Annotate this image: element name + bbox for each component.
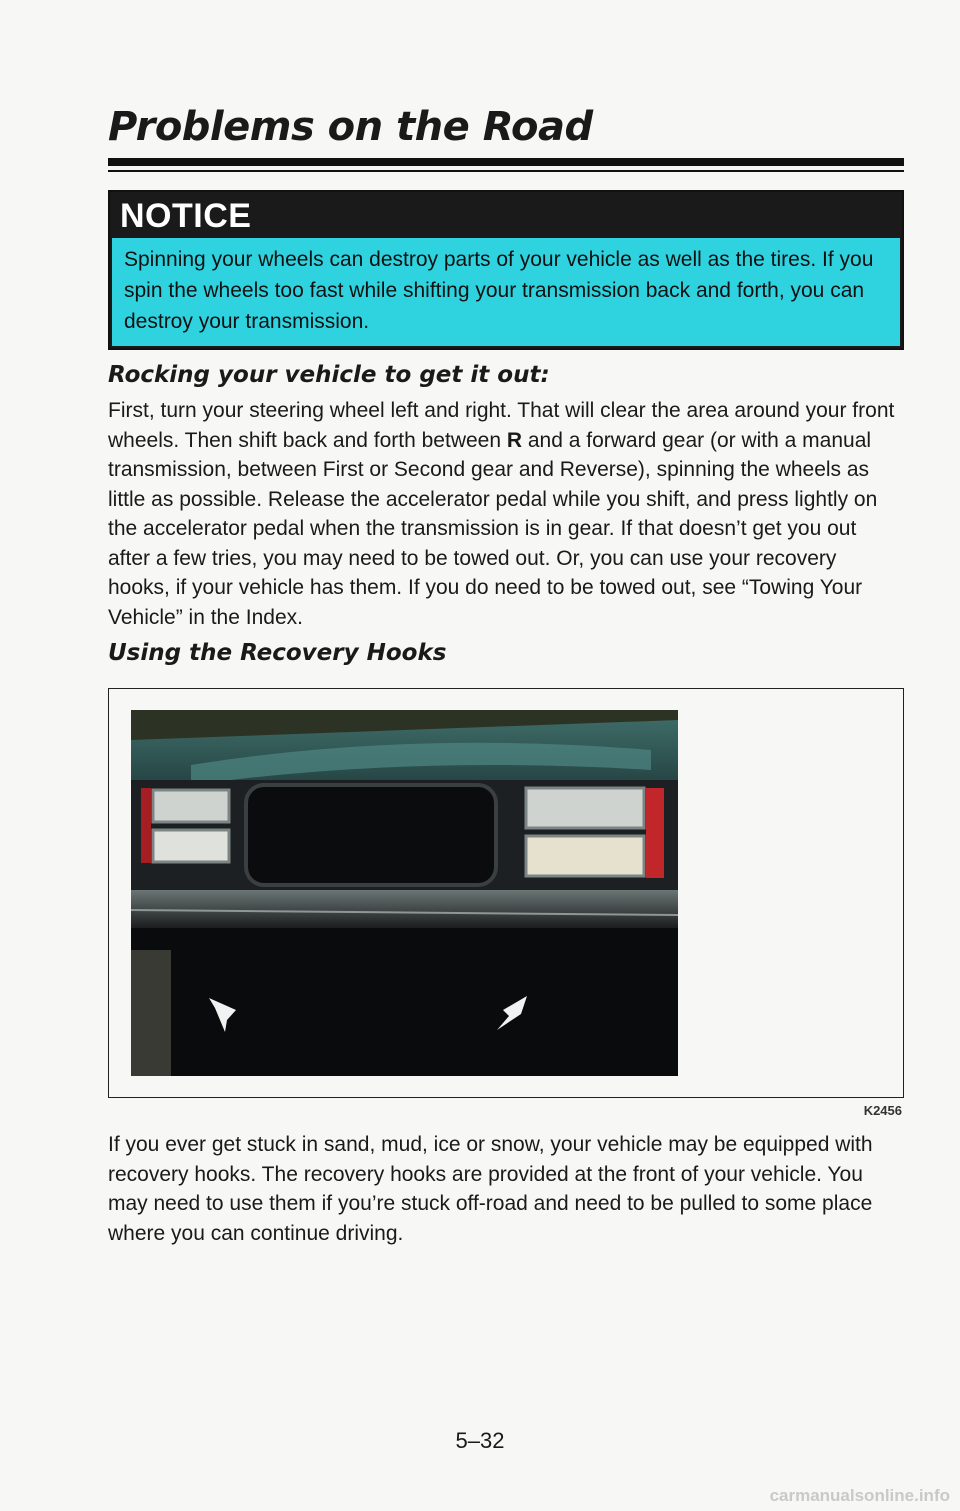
page-title: Problems on the Road	[108, 104, 593, 150]
rocking-paragraph	[108, 396, 898, 632]
title-rule-thin	[108, 170, 904, 172]
section-heading-recovery-hooks: Using the Recovery Hooks	[108, 640, 447, 666]
truck-front-photo	[131, 710, 678, 1076]
notice-heading: NOTICE	[110, 192, 902, 236]
truck-front-illustration	[131, 710, 678, 1076]
reverse-gear-letter: R	[506, 428, 523, 452]
notice-body: Spinning your wheels can destroy parts of your vehicle as well as the tires. If you spin the wheels too fast while shifting your transmission back and forth, you can destroy your transmission.	[112, 238, 900, 346]
rocking-text-part1: First, turn your steering wheel left and right. That will clear the area around your front wheels. Then shift back and forth between	[108, 399, 895, 452]
notice-box	[108, 190, 904, 350]
section-heading-rocking: Rocking your vehicle to get it out:	[108, 362, 550, 388]
watermark: carmanualsonline.info	[769, 1486, 950, 1505]
page-number: 5–32	[455, 1428, 505, 1453]
figure-code: K2456	[863, 1103, 902, 1118]
recovery-hooks-paragraph: If you ever get stuck in sand, mud, ice or snow, your vehicle may be equipped with recovery hooks. The recovery hooks are provided at the front of your vehicle. You may need to use them if you’re stuck off-road and need to be pulled to some place where you can continue driving.	[108, 1133, 873, 1245]
title-rule	[108, 158, 904, 166]
rocking-text-part2: and a forward gear (or with a manual transmission, between First or Second gear and Reverse), spinning the wheels as little as possible. Release the accelerator pedal while you shift, and press lightly on the accelerator pedal when the transmission is in gear. If that doesn’t get you out after a few tries, you may need to be towed out. Or, you can use your recovery hooks, if your vehicle has them. If you do need to be towed out, see “Towing Your Vehicle” in the Index.	[108, 428, 878, 629]
